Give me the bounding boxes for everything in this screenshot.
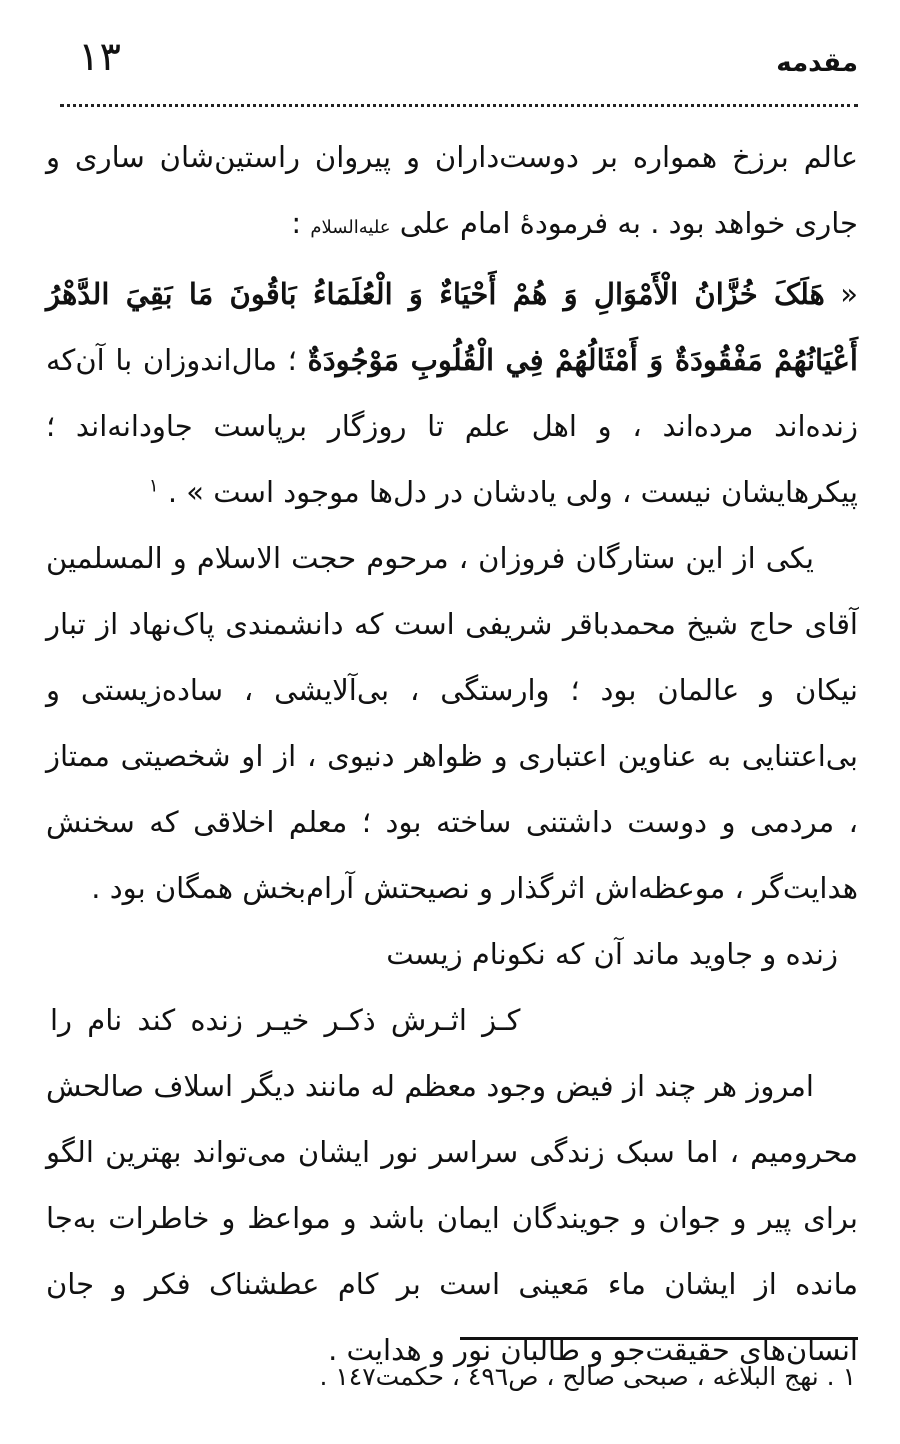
paragraph-3: امروز هر چند از فیض وجود معظم له مانند دیگر اسلاف صالحش محرومیم ، اما سبک زندگی سراسر نور ایشان می‌تواند بهترین الگو برای پیر و جوان و جویندگان ایمان باشد و مواعظ و خاطرات به‌جا مانده از ایشان ماء مَعینی است بر کام عطشناک فکر و جان انسان‌های حقیقت‌جو و طالبان نور و هدایت . [46, 1069, 858, 1367]
quote-open-mark: « [824, 277, 858, 311]
footnote-divider [460, 1337, 858, 1340]
footnote-text: ١ . نهج البلاغه ، صبحی صالح ، ص٤٩٦ ، حکمت١٤٧ . [319, 1362, 856, 1391]
paragraph-1-text: عالم برزخ همواره بر دوست‌داران و پیروان راستین‌شان ساری و جاری خواهد بود . به فرمودهٔ امام علی [46, 140, 858, 240]
header-divider [60, 104, 858, 107]
arabic-quote: هَلَکَ خُزَّانُ الْأَمْوَالِ وَ هُمْ أَحْيَاءٌ وَ الْعُلَمَاءُ بَاقُونَ مَا بَقِيَ الدَّهْرُ أَعْيَانُهُمْ مَفْقُودَةٌ وَ أَمْثَالُهُمْ فِي الْقُلُوبِ مَوْجُودَةٌ [46, 277, 858, 377]
quote-translation: ؛ مال‌اندوزان با آن‌که زنده‌اند مرده‌اند ، و اهل علم تا روزگار برپاست جاودانه‌اند ؛ پیکرهایشان نیست ، ولی یادشان در دل‌ها موجود است » . [46, 343, 858, 509]
chapter-title: مقدمه [776, 48, 858, 78]
paragraph-2: یکی از این ستارگان فروزان ، مرحوم حجت الاسلام و المسلمین آقای حاج شیخ محمدباقر شریفی است که دانشمندی پاک‌نهاد از تبار نیکان و عالمان بود ؛ وارستگی ، بی‌آلایشی ، ساده‌زیستی و بی‌اعتنایی به عناوین اعتباری و ظواهر دنیوی ، از او شخصیتی ممتاز ، مردمی و دوست داشتنی ساخته بود ؛ معلم اخلاقی که سخنش هدایت‌گر ، موعظه‌اش اثرگذار و نصیحتش آرام‌بخش همگان بود . [46, 541, 858, 905]
page-number: ١٣ [78, 34, 121, 80]
honorific-glyph: عليه‌السلام [310, 217, 391, 238]
verse-line-1: زنده و جاوید ماند آن که نکونام زیست [386, 937, 838, 971]
paragraph-1 [46, 124, 858, 261]
quote-paragraph [46, 261, 858, 525]
paragraph-1-colon: : [291, 206, 302, 240]
verse-line-2: کـز اثـرش ذکـر خیـر زنده کند نام را [50, 1003, 521, 1037]
footnote-reference[interactable]: ١ [148, 475, 159, 497]
page-header [60, 34, 858, 94]
body-text [46, 124, 858, 1383]
